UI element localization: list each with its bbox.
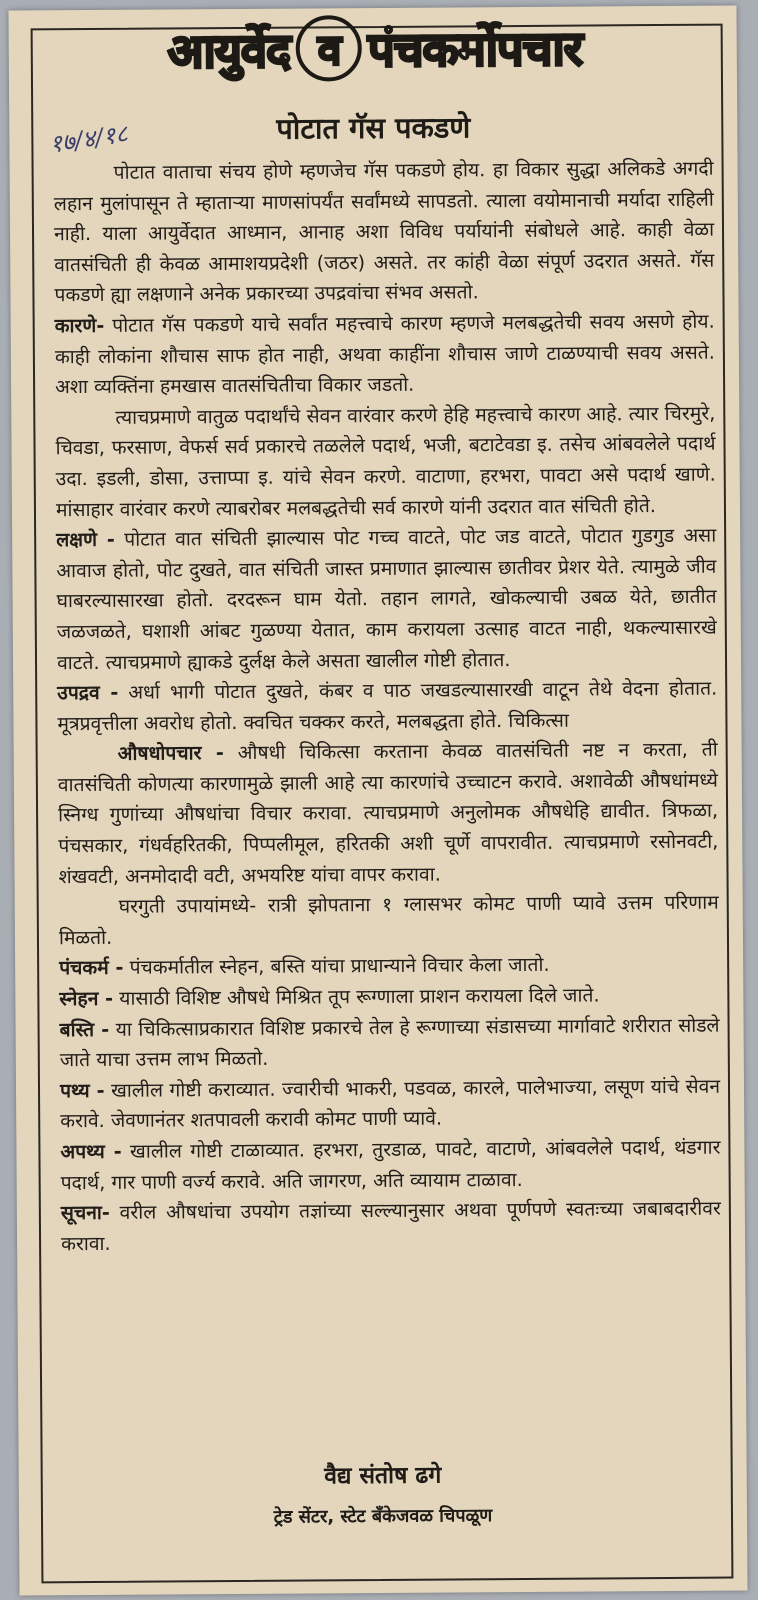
section-label: उपद्रव - bbox=[57, 680, 119, 705]
section-label: औषधोपचार - bbox=[117, 741, 224, 766]
paragraph-intro: पोटात वाताचा संचय होणे म्हणजेच गॅस पकडणे होय. हा विकार सुद्धा अलिकडे अगदी लहान मुलांपासून ते म्हाताऱ्या माणसांपर्यंत सर्वांमध्ये सापडतो. त्याला वयोमानाची मर्यादा राहिली नाही. याला आयुर्वेदात आध्मान, आनाह अशा विविध पर्यायांनी संबोधले आहे. काही वेळा वातसंचिती ही केवळ आमाशयप्रदेशी (जठर) असते. तर कांही वेळा संपूर्ण उदरात असते. गॅस पकडणे ह्या लक्षणाने अनेक प्रकारच्या उपद्रवांचा संभव असतो. bbox=[53, 156, 715, 307]
paragraph-note: सूचना- वरील औषधांचा उपयोग तज्ञांच्या सल्ल्यानुसार अथवा पूर्णपणे स्वतःच्या जबाबदारीवर करावा. bbox=[60, 1196, 721, 1256]
newspaper-clipping bbox=[8, 5, 747, 1595]
section-label: अपथ्य - bbox=[60, 1139, 122, 1164]
paragraph-apathya: अपथ्य - खालील गोष्टी टाळाव्यात. हरभरा, तुरडाळ, पावटे, वाटाणे, आंबवलेले पदार्थ, थंडगार पदार्थ, गार पाणी वर्ज्य करावे. अति जागरण, अति व्यायाम टाळावा. bbox=[60, 1135, 721, 1194]
paragraph-basti: बस्ति - या चिकित्साप्रकारात विशिष्ट प्रकारचे तेल हे रूग्णाच्या संडासच्या मार्गावाटे शरीरात सोडले जाते याचा उत्तम लाभ मिळतो. bbox=[59, 1013, 720, 1072]
handwritten-date: १७/४/१८ bbox=[47, 119, 130, 159]
paragraph-symptoms: लक्षणे - पोटात वात संचिती झाल्यास पोट गच्च वाटते, पोट जड वाटते, पोटात गुडगुड असा आवाज होतो, पोट दुखते, वात संचिती जास्त प्रमाणात झाल्यास छातीवर प्रेशर येते. त्यामुळे जीव घाबरल्यासारखा होतो. दरदरून घाम येतो. तहान लागते, खोकल्याची उबळ येते, छातीत जळजळते, घशाशी आंबट गुळण्या येतात, काम करायला उत्साह वाटत नाही, थकल्यासारखे वाटते. त्याचप्रमाणे ह्याकडे दुर्लक्ष केले असता खालील गोष्टी होतात. bbox=[56, 523, 717, 674]
paragraph-causes-food: त्याचप्रमाणे वातुळ पदार्थांचे सेवन वारंवार करणे हेहि महत्त्वाचे कारण आहे. त्यार चिरमुरे, चिवडा, फरसाण, वेफर्स सर्व प्रकारचे तळलेले पदार्थ, भजी, बटाटेवडा इ. तसेच आंबवलेले पदार्थ उदा. इडली, डोसा, उत्ताप्पा इ. यांचे सेवन करणे. वाटाणा, हरभरा, पावटा असे पदार्थ खाणे. मांसाहार वारंवार करणे त्याबरोबर मलबद्धतेची सर्व कारणे यांनी उदरात वात संचिती होते. bbox=[55, 401, 716, 521]
paragraph-medicines: औषधोपचार - औषधी चिकित्सा करताना केवळ वातसंचिती नष्ट न करता, ती वातसंचिती कोणत्या कारणामुळे झाली आहे त्या कारणांचे उच्चाटन करावे. अशावेळी औषधांमध्ये स्निग्ध गुणांच्या औषधांचा विचार करावा. त्याचप्रमाणे अनुलोमक औषधेहि द्यावीत. त्रिफळा, पंचसकार, गंधर्वहरितकी, पिप्पलीमूल, हरितकी अशी चूर्णे वापरावीत. त्याचप्रमाणे रसोनवटी, शंखवटी, अनमोदादी वटी, अभयरिष्ट यांचा वापर करावा. bbox=[57, 737, 719, 888]
paragraph-causes: कारणे- पोटात गॅस पकडणे याचे सर्वांत महत्त्वाचे कारण म्हणजे मलबद्धतेची सवय असणे होय. काही लोकांना शौचास साफ होत नाही, अथवा काहींना शौचास जाणे टाळण्याची सवय असते. अशा व्यक्तिंना हमखास वातसंचितीचा विकार जडतो. bbox=[54, 309, 715, 399]
paragraph-complications: उपद्रव - अर्धा भागी पोटात दुखते, कंबर व पाठ जखडल्यासारखी वाटून तेथे वेदना होतात. मूत्रप्रवृत्तीला अवरोध होतो. क्वचित चक्कर करते, मलबद्धता होते. चिकित्सा bbox=[57, 676, 718, 735]
paragraph-snehan: स्नेहन - यासाठी विशिष्ट औषधे मिश्रित तूप रूग्णाला प्राशन करायला दिले जाते. bbox=[59, 983, 600, 1011]
article-title: पोटात गॅस पकडणे bbox=[276, 110, 471, 146]
section-label: स्नेहन - bbox=[59, 986, 114, 1011]
banner-left: आयुर्वेद bbox=[167, 23, 291, 80]
paragraph-pathya: पथ्य - खालील गोष्टी कराव्यात. ज्वारीची भाकरी, पडवळ, कारले, पालेभाज्या, लसूण यांचे सेवन करावे. जेवणानंतर शतपावली करावी कोमट पाणी प्यावे. bbox=[59, 1074, 721, 1133]
author-name: वैद्य संतोष ढगे bbox=[324, 1462, 442, 1490]
column-banner bbox=[94, 8, 655, 88]
paragraph-panchakarma: पंचकर्म - पंचकर्मातील स्नेहन, बस्ति यांचा प्राधान्याने विचार केला जातो. bbox=[59, 953, 550, 980]
section-label: सूचना- bbox=[60, 1201, 110, 1225]
section-label: लक्षणे - bbox=[56, 527, 115, 552]
author-address: ट्रेड सेंटर, स्टेट बॅंकेजवळ चिपळूण bbox=[273, 1505, 493, 1528]
banner-right: पंचकर्मोपचार bbox=[367, 21, 583, 79]
section-label: पथ्य - bbox=[59, 1078, 105, 1103]
article-body bbox=[54, 154, 722, 1260]
section-label: बस्ति - bbox=[59, 1017, 110, 1041]
section-label: पंचकर्म - bbox=[59, 956, 124, 980]
banner-mid-circle: व bbox=[296, 15, 362, 81]
section-label: कारणे- bbox=[54, 313, 105, 338]
paragraph-home-remedy: घरगुती उपायांमध्ये- रात्री झोपताना १ ग्लासभर कोमट पाणी प्यावे उत्तम परिणाम मिळतो. bbox=[58, 890, 719, 950]
